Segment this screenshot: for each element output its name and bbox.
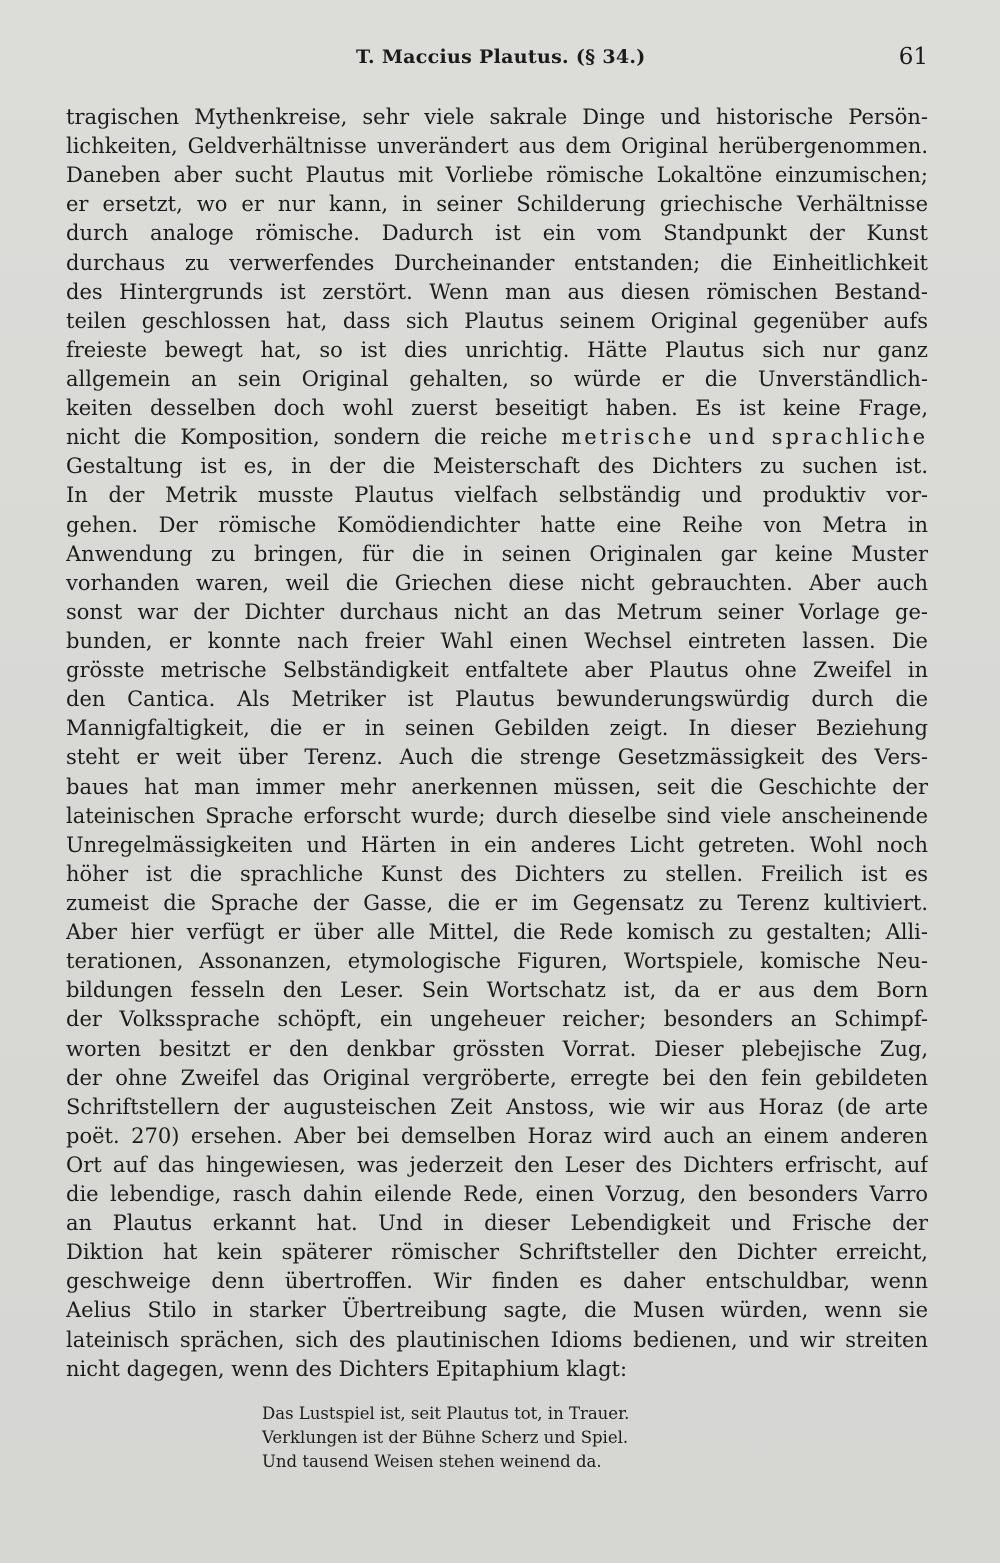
text-line: den Cantica. Als Metriker ist Plautus bewunderungswürdig durch die — [66, 687, 928, 712]
verse-line: Und tausend Weisen stehen weinend da. — [262, 1452, 602, 1471]
spaced-word-und: und — [708, 425, 758, 450]
text-line: bunden, er konnte nach freier Wahl einen Wechsel eintreten lassen. Die — [66, 628, 928, 653]
verse-line: Das Lustspiel ist, seit Plautus tot, in Trauer. — [262, 1404, 630, 1423]
text-line: Ort auf das hingewiesen, was jederzeit den Leser des Dichters erfrischt, auf — [66, 1152, 928, 1177]
running-head — [66, 40, 928, 80]
text-line: bildungen fesseln den Leser. Sein Wortschatz ist, da er aus dem Born — [66, 978, 928, 1003]
text-line: Schriftstellern der augusteischen Zeit Anstoss, wie wir aus Horaz (de arte — [66, 1094, 928, 1119]
text-line: Diktion hat kein späterer römischer Schriftsteller den Dichter erreicht, — [66, 1240, 928, 1265]
text-line: des Hintergrunds ist zerstört. Wenn man aus diesen römischen Bestand- — [66, 279, 928, 304]
verse-line: Verklungen ist der Bühne Scherz und Spiel. — [262, 1428, 629, 1447]
text-line: lateinischen Sprache erforscht wurde; durch dieselbe sind viele anscheinende — [66, 803, 928, 828]
text-line-emphasis — [66, 423, 928, 452]
epitaph-verse — [262, 1402, 762, 1474]
text-line: höher ist die sprachliche Kunst des Dichters zu stellen. Freilich ist es — [66, 861, 928, 886]
text-line: lateinisch sprächen, sich des plautinischen Idioms bedienen, und wir streiten — [66, 1327, 928, 1352]
text-line: steht er weit über Terenz. Auch die strenge Gesetzmässigkeit des Vers- — [66, 745, 928, 770]
text-line: er ersetzt, wo er nur kann, in seiner Schilderung griechische Verhältnisse — [66, 192, 928, 217]
text-line: Anwendung zu bringen, für die in seinen Originalen gar keine Muster — [66, 541, 928, 566]
text-line: an Plautus erkannt hat. Und in dieser Lebendigkeit und Frische der — [66, 1211, 928, 1236]
text-line: durch analoge römische. Dadurch ist ein vom Standpunkt der Kunst — [66, 221, 928, 246]
text-segment: nicht die Komposition, sondern die reiche — [66, 425, 548, 450]
text-line: tragischen Mythenkreise, sehr viele sakrale Dinge und historische Persön- — [66, 105, 928, 129]
text-line: Unregelmässigkeiten und Härten in ein anderes Licht getreten. Wohl noch — [66, 832, 928, 857]
page-number: 61 — [898, 44, 928, 70]
body-text — [66, 103, 928, 1384]
text-line: der ohne Zweifel das Original vergröberte, erregte bei den fein gebildeten — [66, 1065, 928, 1090]
text-line: grösste metrische Selbständigkeit entfaltete aber Plautus ohne Zweifel in — [66, 658, 928, 683]
text-line: die lebendige, rasch dahin eilende Rede, einen Vorzug, den besonders Varro — [66, 1182, 928, 1207]
text-line: gehen. Der römische Komödiendichter hatte eine Reihe von Metra in — [66, 512, 928, 537]
text-line: der Volkssprache schöpft, ein ungeheuer reicher; besonders an Schimpf- — [66, 1007, 928, 1032]
text-line: zumeist die Sprache der Gasse, die er im Gegensatz zu Terenz kultiviert. — [66, 890, 928, 915]
text-line: Aelius Stilo in starker Übertreibung sagte, die Musen würden, wenn sie — [66, 1298, 928, 1323]
text-line: geschweige denn übertroffen. Wir finden es daher entschuldbar, wenn — [66, 1269, 928, 1294]
text-line: allgemein an sein Original gehalten, so würde er die Unverständlich- — [66, 366, 928, 391]
text-line: freieste bewegt hat, so ist dies unrichtig. Hätte Plautus sich nur ganz — [66, 337, 928, 362]
text-line: poët. 270) ersehen. Aber bei demselben Horaz wird auch an einem anderen — [66, 1123, 928, 1148]
text-line-last: nicht dagegen, wenn des Dichters Epitaphium klagt: — [66, 1356, 628, 1381]
text-line: teilen geschlossen hat, dass sich Plautus seinem Original gegenüber aufs — [66, 308, 928, 333]
text-line: worten besitzt er den denkbar grössten Vorrat. Dieser plebejische Zug, — [66, 1036, 928, 1061]
spaced-word-metrische: metrische — [561, 425, 695, 450]
text-line: Daneben aber sucht Plautus mit Vorliebe römische Lokaltöne einzumischen; — [66, 163, 928, 188]
text-line: keiten desselben doch wohl zuerst beseitigt haben. Es ist keine Frage, — [66, 396, 928, 421]
text-line: sonst war der Dichter durchaus nicht an das Metrum seiner Vorlage ge- — [66, 599, 928, 624]
text-line: Gestaltung ist es, in der die Meisterschaft des Dichters zu suchen ist. — [66, 454, 928, 479]
text-line: terationen, Assonanzen, etymologische Figuren, Wortspiele, komische Neu- — [66, 949, 928, 974]
spaced-word-sprachliche: sprachliche — [771, 425, 928, 450]
text-line: lichkeiten, Geldverhältnisse unverändert aus dem Original herübergenommen. — [66, 134, 928, 159]
text-line: baues hat man immer mehr anerkennen müssen, seit die Geschichte der — [66, 774, 928, 799]
text-line: durchaus zu verwerfendes Durcheinander entstanden; die Einheitlichkeit — [66, 250, 928, 275]
text-line: Aber hier verfügt er über alle Mittel, die Rede komisch zu gestalten; Alli- — [66, 920, 928, 945]
text-line: vorhanden waren, weil die Griechen diese nicht gebrauchten. Aber auch — [66, 570, 928, 595]
text-line: In der Metrik musste Plautus vielfach selbständig und produktiv vor- — [66, 483, 928, 508]
running-title: T. Maccius Plautus. (§ 34.) — [356, 46, 646, 68]
text-line: Mannigfaltigkeit, die er in seinen Gebilden zeigt. In dieser Beziehung — [66, 716, 928, 741]
